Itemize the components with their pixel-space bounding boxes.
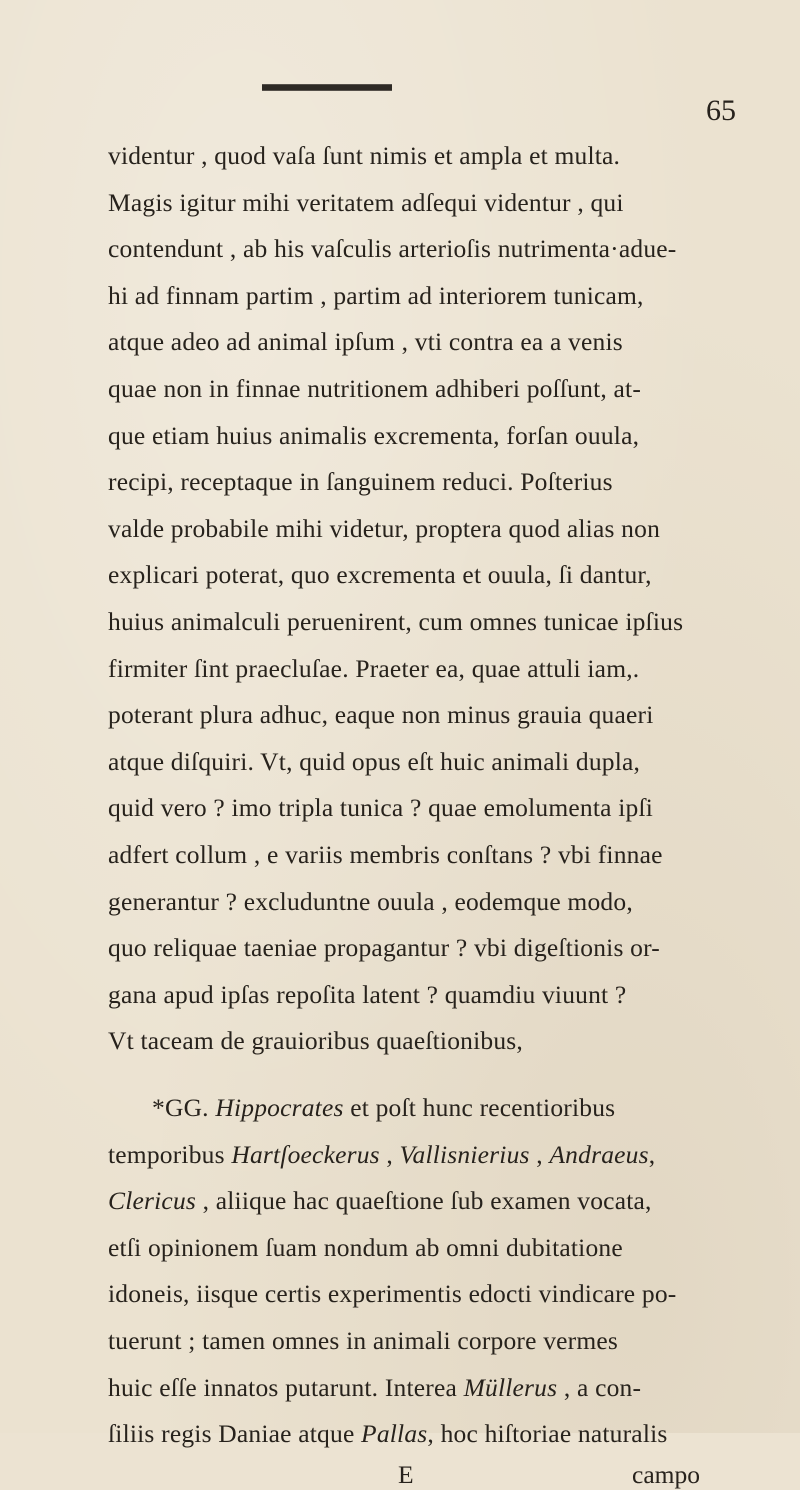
text-line: huius animalculi peruenirent, cum omnes tunicae ipſius — [108, 607, 684, 636]
text-line: valde probabile mihi videtur, proptera quod alias non — [108, 513, 661, 543]
page-number: 65 — [706, 94, 736, 127]
text-line: recipi, receptaque in ſanguinem reduci. Poſterius — [108, 467, 613, 497]
text-line: Clericus , aliique hac quaeſtione ſub examen vocata, — [108, 1186, 652, 1216]
text-line: quae non in finnae nutritionem adhiberi poſſunt, at- — [108, 374, 642, 403]
text-line: adfert collum , e variis membris conſtans ? vbi finnae — [108, 840, 663, 869]
text-line: tuerunt ; tamen omnes in animali corpore vermes — [108, 1326, 619, 1355]
text-line: *GG. Hippocrates et poſt hunc recentioribus — [152, 1093, 616, 1122]
text-line: quo reliquae taeniae propagantur ? vbi digeſtionis or- — [108, 933, 660, 963]
text-line: explicari poterat, quo excrementa et ouula, ſi dantur, — [108, 560, 652, 590]
text-line: ſiliis regis Daniae atque Pallas, hoc hiſtoriae naturalis — [108, 1419, 668, 1449]
text-line: hi ad finnam partim , partim ad interiorem tunicam, — [108, 280, 644, 310]
text-line: que etiam huius animalis excrementa, forſan ouula, — [108, 420, 640, 450]
text-line: Vt taceam de grauioribus quaeſtionibus, — [108, 1026, 523, 1056]
text-line: huic eſſe innatos putarunt. Interea Müllerus , a con- — [108, 1372, 642, 1402]
text-line: generantur ? excluduntne ouula , eodemque modo, — [108, 886, 633, 916]
text-line: Magis igitur mihi veritatem adſequi videntur , qui — [108, 187, 624, 217]
text-line: poterant plura adhuc, eaque non minus grauia quaeri — [108, 700, 654, 730]
text-line: gana apud ipſas repoſita latent ? quamdiu viuunt ? — [108, 979, 627, 1009]
catchword: campo — [632, 1459, 700, 1489]
text-line: temporibus Hartſoeckerus , Vallisnierius , Andraeus, — [108, 1139, 656, 1169]
text-line: atque diſquiri. Vt, quid opus eſt huic animali dupla, — [108, 746, 641, 776]
text-line: idoneis, iisque certis experimentis edocti vindicare po- — [108, 1279, 677, 1309]
text-line: videntur , quod vaſa ſunt nimis et ampla et multa. — [108, 141, 621, 170]
text-line: quid vero ? imo tripla tunica ? quae emolumenta ipſi — [108, 793, 654, 823]
text-line: etſi opinionem ſuam nondum ab omni dubitatione — [108, 1232, 623, 1262]
text-line: atque adeo ad animal ipſum , vti contra ea a venis — [108, 327, 623, 357]
signature-mark: E — [398, 1459, 414, 1489]
text-line: contendunt , ab his vaſculis arterioſis nutrimenta·adue- — [108, 234, 677, 264]
text-line: firmiter ſint praecluſae. Praeter ea, quae attuli iam,. — [108, 653, 640, 683]
